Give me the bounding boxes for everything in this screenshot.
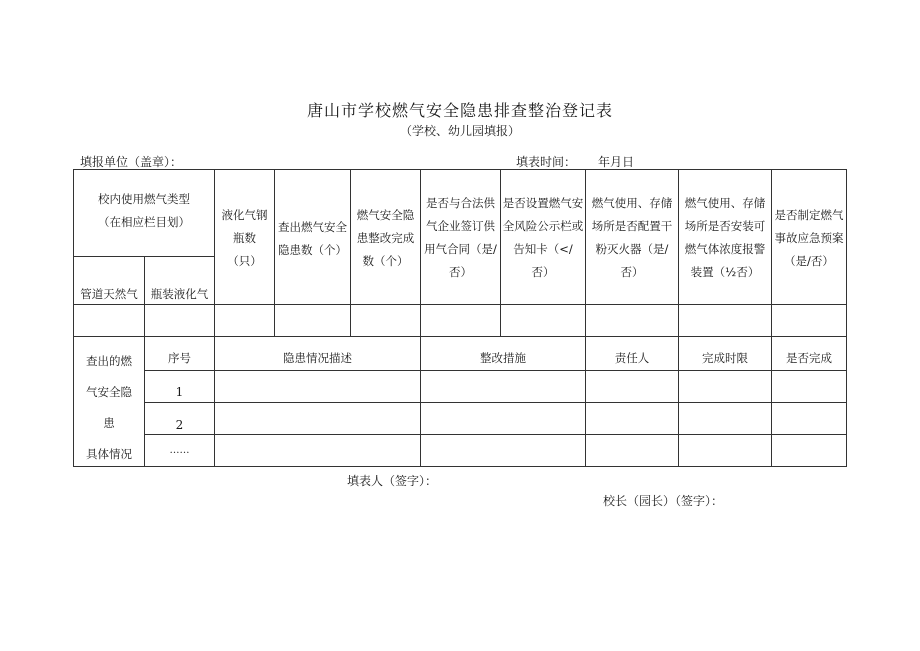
risk-notice-header: 是否设置燃气安 全风险公示栏或 告知卡（</ 否）: [502, 196, 584, 279]
extinguisher-header: 燃气使用、存储 场所是否配置干 粉灭火器（是/ 否）: [591, 196, 673, 279]
deadline-header: 完成时限: [702, 351, 748, 365]
completed-header: 是否完成: [786, 351, 832, 365]
emergency-plan-header: 是否制定燃气 事故应急预案 （是/否）: [774, 208, 844, 268]
hazard-side-label: 查出的燃 气安全隐 患 具体情况: [86, 354, 132, 461]
document-title: 唐山市学校燃气安全隐患排查整治登记表: [306, 101, 613, 120]
table-border-right: [846, 169, 847, 467]
supply-contract-header: 是否与合法供 气企业签订供 用气合同（是/ 否）: [424, 196, 497, 279]
document-subtitle: （学校、幼儿园填报）: [399, 124, 520, 138]
hazards-found-header: 查出燃气安全 隐患数（个）: [278, 220, 347, 257]
data-row-bottom-line: [73, 336, 847, 337]
hazard-row2-line: [144, 434, 847, 435]
table-border-bottom: [73, 466, 847, 467]
row-number-2: 2: [175, 418, 184, 432]
description-header: 隐患情况描述: [283, 351, 352, 365]
date-label: 填表时间：: [516, 155, 577, 169]
cylinder-count-header: 液化气钢 瓶数 （只）: [221, 208, 268, 268]
alarm-header: 燃气使用、存储 场所是否安装可 燃气体浓度报警 装置（½否）: [684, 196, 766, 279]
gas-type-header: 校内使用燃气类型 （在相应栏目划）: [98, 192, 190, 229]
row-number-ellipsis: ……: [169, 445, 190, 456]
hazard-row1-line: [144, 402, 847, 403]
filler-signature-label: 填表人（签字）：: [347, 474, 438, 488]
seq-header: 序号: [168, 351, 191, 365]
measures-header: 整改措施: [480, 351, 526, 365]
date-value: 年月日: [598, 155, 635, 169]
responsible-header: 责任人: [614, 351, 650, 365]
principal-signature-label: 校长（园长）（签字）：: [603, 494, 724, 508]
pipe-gas-header: 管道天然气: [80, 287, 138, 301]
hazards-fixed-header: 燃气安全隐 患整改完成 数（个）: [356, 208, 415, 268]
bottled-gas-header: 瓶装液化气: [150, 287, 209, 301]
unit-label: 填报单位（盖章）：: [80, 155, 183, 169]
table-border-top: [73, 169, 847, 170]
hazard-header-line: [144, 370, 847, 371]
row-number-1: 1: [175, 385, 184, 399]
